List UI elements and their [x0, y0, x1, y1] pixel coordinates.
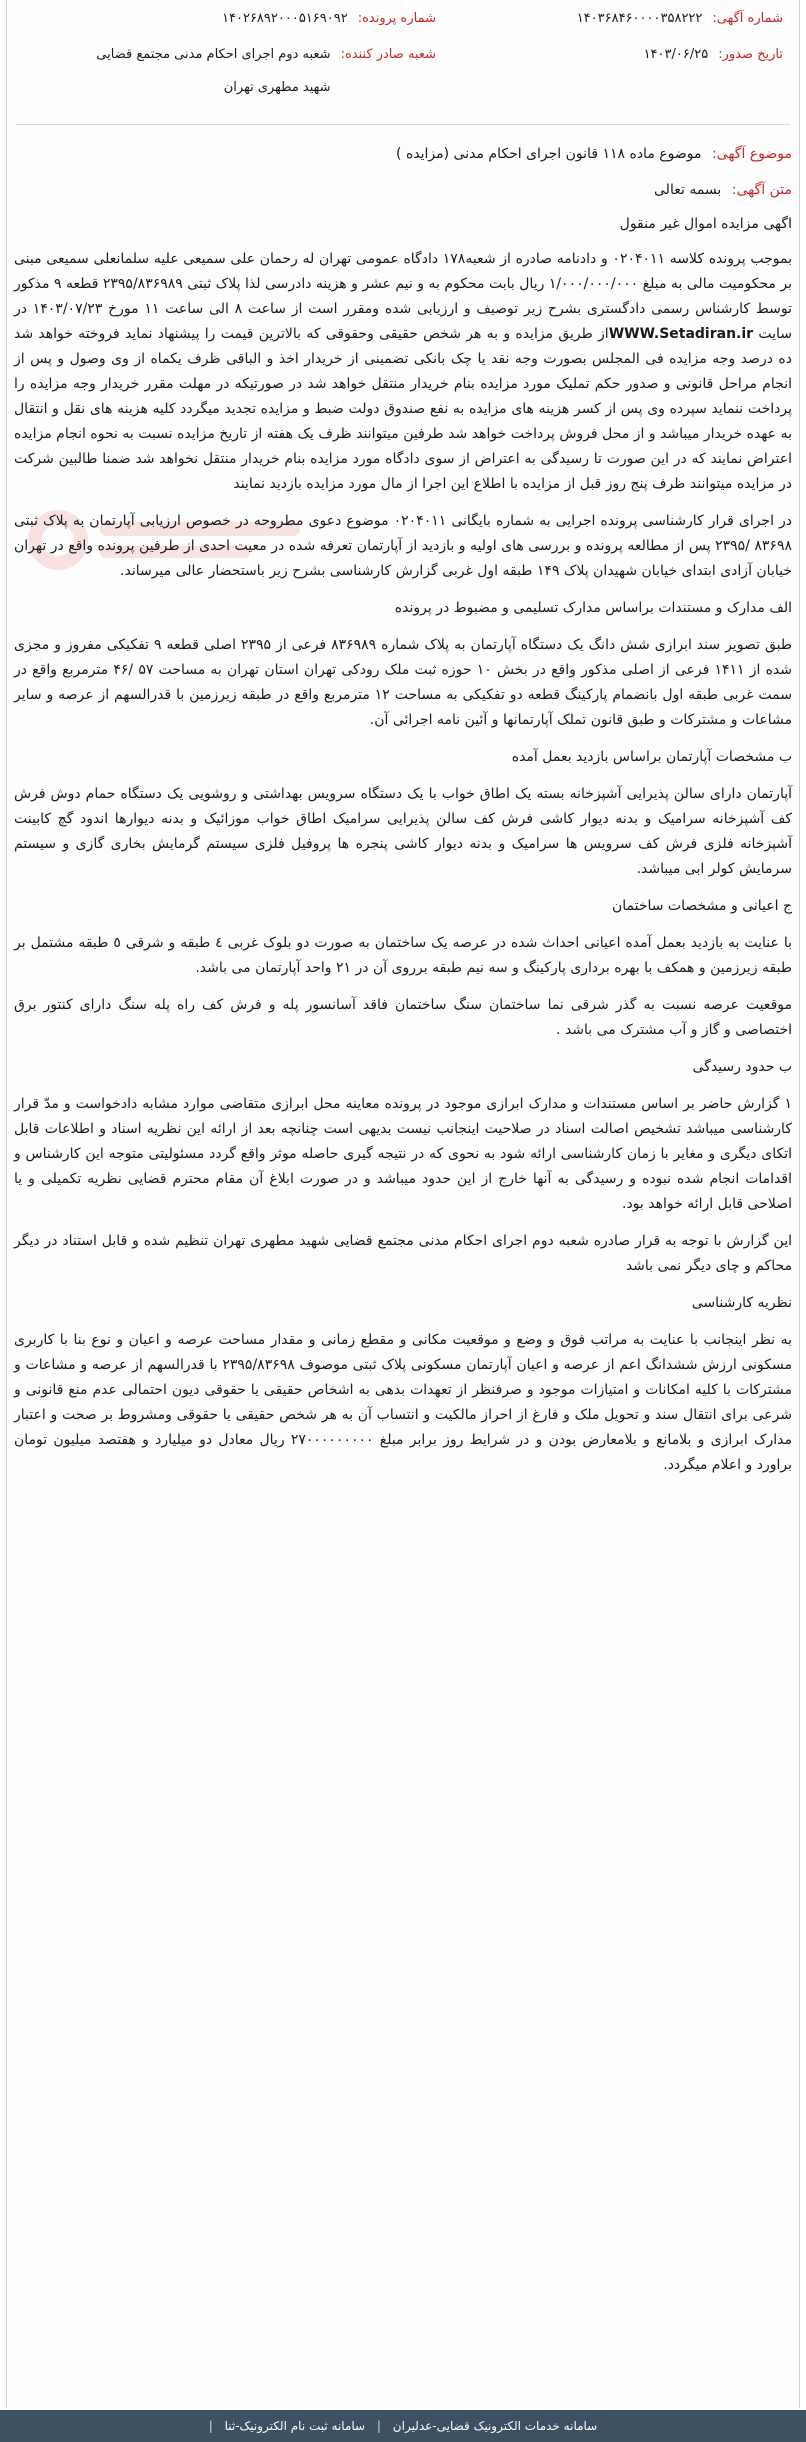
- footer-separator: |: [208, 2419, 213, 2433]
- paragraph-report-validity: این گزارش با توجه به قرار صادره شعبه دوم اجرای احکام مدنی مجتمع قضایی شهید مطهری تهران تنظیم شده و قابل استناد در دیگر محاکم و چای دیگر نمی باشد: [14, 1233, 792, 1274]
- paragraph-scope: ۱ گزارش حاضر بر اساس مستندات و مدارک ابرازی موجود در پرونده معاینه محل ابرازی متقاضی موارد مشابه دادخواست و مدّ قرار کارشناسی میباشد تشخیص اصالت اسناد در صلاحیت اینجانب نیست بدیهی است چنانچه بعد از ارائه این نظریه اسناد و اطلاعات قابل اتکای دیگری و مغایر با زمان کارشناسی ارائه شود به نحوی که در نتیجه گیری حاصله موثر واقع گردد مسئولیتی متوجه این کارشناس و اقدامات انجام شده نبوده و رسیدگی به آنها خارج از این حدود میباشد و در صورت ابلاغ آن مقام محترم قضایی نظریه تکمیلی و یا اصلاحی قابل ارائه خواهد بود.: [14, 1096, 792, 1212]
- paragraph-auction-terms-start: بموجب پرونده کلاسه ۰۲۰۴۰۱۱ و دادنامه صادره از شعبه۱۷۸ دادگاه عمومی تهران له رحمان علی سمیعی علیه سلمانعلی سمیعی مبنی بر محکومیت مالی به مبلغ ۱/۰۰۰/۰۰۰/۰۰۰ ریال بابت محکوم به و نیم عشر و هزینه دادرسی لذا پلاک ثبتی ۲۳۹۵/۸۳۶۹۸۹ قطعه ۹ مذکور توسط کارشناس رسمی دادگستری بشرح زیر توصیف و ارزیابی شده ومقرر است از ساعت ۸ الی ساعت ۱۱ مورخ ۱۴۰۳/۰۷/۲۳ در سایت: [14, 251, 792, 342]
- issuing-branch-label: شعبه صادر کننده:: [340, 47, 436, 62]
- paragraph-expert-intro: در اجرای قرار کارشناسی پرونده اجرایی به شماره بایگانی ۰۲۰۴۰۱۱ موضوع دعوی مطروحه در خصوص ارزیابی آپارتمان به پلاک ثبتی ۸۳۶۹۸ /۲۳۹۵ پس از مطالعه پرونده و بررسی های اولیه و بازدید از آپارتمان تعرفه شده در معیت احدی از طرفین پرونده واقع در تهران خیابان آزادی ابتدای خیابان شهیدان پلاک ۱۴۹ طبقه اول غربی گزارش کارشناسی بشرح زیر باستحضار عالی میرساند.: [14, 513, 793, 579]
- ad-number-row: [453, 2, 783, 38]
- paragraph-building-location: موقعیت عرصه نسبت به گذر شرقی نما ساختمان سنگ ساختمان فاقد آسانسور پله و فرش کف راه پله سنگ دارای کنتور برق اختصاصی و گاز و آب مشترک می باشد .: [14, 997, 792, 1038]
- ad-text-label: متن آگهی:: [731, 182, 792, 198]
- section-heading-scope: ب حدود رسیدگی: [692, 1059, 792, 1075]
- subject-value: موضوع ماده ۱۱۸ قانون اجرای احکام مدنی (مزایده ): [396, 146, 702, 162]
- case-number-row: [86, 2, 436, 38]
- section-heading-expert-opinion: نظریه کارشناسی: [691, 1295, 792, 1311]
- notice-title: اگهی مزایده اموال غیر منقول: [619, 216, 792, 232]
- paragraph-building: با عنایت به بازدید بعمل آمده اعیانی احداث شده در عرصه یک ساختمان به صورت دو بلوک غربی ٤ طبقه و شرقی ٥ طبقه مشتمل بر طبقه زیرزمین و همکف با بهره برداری پارکینگ و سه نیم طبقه برروی آن در ۲۱ واحد آپارتمان می باشد.: [14, 935, 792, 976]
- section-heading-apartment-specs: ب مشخصات آپارتمان براساس بازدید بعمل آمده: [511, 749, 792, 765]
- paragraph-expert-opinion: به نظر اینجانب با عنایت به مراتب فوق و وضع و موقعیت مکانی و مقطع زمانی و مقدار مساحت عرصه و اعیان و نوع بنا با کاربری مسکونی ارزش ششدانگ اعم از عرصه و اعیان آپارتمان مسکونی پلاک ثبتی موصوف ۲۳۹۵/۸۳۶۹۸ با قدرالسهم از عرصه و مشاعات و مشترکات با کلیه امکانات و امتیازات موجود و صرفنظر از تعهدات بدهی به اشخاص حقیقی یا حقوقی دیون احتمالی عدم منع قانونی و شرعی برای انتقال سند و تحویل ملک و فارغ از احراز مالکیت و انتساب آن به هر شخص حقیقی یا حقوقی ومشروط بر صحت و اعتبار مدارک ابرازی و بلامانع و بلامعارض بودن و در شرایط روز برابر مبلغ ۲۷۰۰۰۰۰۰۰۰۰ ریال معادل دو میلیارد و هفتصد میلیون تومان براورد و اعلام میگردد.: [14, 1332, 792, 1473]
- paragraph-documents: طبق تصویر سند ابرازی شش دانگ یک دستگاه آپارتمان به پلاک شماره ۸۳۶۹۸۹ فرعی از ۲۳۹۵ اصلی قطعه ۹ تفکیکی مفروز و مجزی شده از ۱۴۱۱ فرعی از اصلی مذکور واقع در بخش ۱۰ حوزه ثبت ملک رودکی تهران استان تهران به مساحت ۵۷ /۴۶ مترمربع واقع در سمت غربی طبقه اول بانضمام پارکینگ قطعه دو تفکیکی به مساحت ۱۲ مترمربع واقع در طبقه زیرزمین با قدرالسهم از عرصه و سایر مشاعات و مشترکات و طبق قانون تملک آپارتمانها و آئین نامه اجرائی آن.: [14, 637, 793, 728]
- footer-link-sana-registration[interactable]: سامانه ثبت نام الکترونیک-ثنا: [224, 2419, 366, 2433]
- case-number-value: ۱۴۰۲۶۸۹۲۰۰۰۵۱۶۹۰۹۲: [222, 11, 348, 26]
- header-right-column: [453, 2, 783, 74]
- paragraph-auction-terms: [14, 247, 792, 497]
- issuing-branch-value: شعبه دوم اجرای احکام مدنی مجتمع قضایی شهید مطهری تهران: [96, 47, 331, 95]
- footer-link-judicial-services[interactable]: سامانه خدمات الکترونیک قضایی-عدلیران: [392, 2419, 598, 2433]
- section-heading-building: ج اعیانی و مشخصات ساختمان: [611, 898, 792, 914]
- footer-bar: [0, 2410, 806, 2442]
- subject-row: [14, 140, 792, 168]
- ad-text-row: [14, 176, 792, 204]
- section-heading-documents: الف مدارک و مستندات براساس مدارک تسلیمی و مضبوط در پرونده: [394, 600, 792, 616]
- footer-separator: |: [376, 2419, 381, 2433]
- paragraph-auction-terms-end: از طریق مزایده و به هر شخص حقیقی وحقوقی که بالاترین قیمت را پیشنهاد نماید فروخته خواهد شد ده درصد وجه مزایده فی المجلس بصورت وجه نقد یا چک بانکی تضمینی از خریدار اخذ و الباقی ظرف یکماه از وی وصول و پس از انجام مراحل قانونی و صدور حکم تملیک مورد مزایده بنام خریدار منتقل خواهد شد در صورتیکه در مهلت مقرر خریدار وجه مزایده را پرداخت ننماید سپرده وی پس از کسر هزینه های مزایده به نفع صندوق دولت ضبط و مزایده تجدید میگردد کلیه هزینه های نقل و انتقال به عهده خریدار میباشد و از محل فروش پرداخت خواهد شد طرفین میتوانند ظرف یک هفته از تاریخ مزایده نسبت به نحوه انجام مزایده اعتراض نمایند که در این صورت تا رسیدگی به اعتراض از سوی دادگاه مورد مزایده بنام خریدار منتقل نخواهد شد ضمنا طالبین شرکت در مزایده میتوانند ظرف پنج روز قبل از مزایده با اطلاع این اجرا از مال مورد مزایده بازدید نمایند: [14, 326, 792, 492]
- auction-site-text: WWW.Setadiran.ir: [608, 326, 754, 342]
- issue-date-label: تاریخ صدور:: [718, 47, 783, 62]
- ad-number-label: شماره آگهی:: [712, 11, 783, 26]
- issuing-branch-row: [86, 38, 436, 104]
- ad-number-value: ۱۴۰۳۶۸۴۶۰۰۰۰۳۵۸۲۲۲: [576, 11, 703, 26]
- subject-label: موضوع آگهی:: [711, 146, 792, 162]
- header-divider: [16, 124, 790, 125]
- notice-content: [14, 140, 792, 1490]
- issue-date-value: ۱۴۰۳/۰۶/۲۵: [643, 47, 709, 62]
- ad-text-value: بسمه تعالی: [654, 182, 722, 198]
- header-left-column: [86, 2, 436, 104]
- paragraph-apartment-specs: آپارتمان دارای سالن پذیرایی آشپزخانه بسته یک اطاق خواب با یک دستگاه سرویس بهداشتی و روشویی یک دستگاه حمام دوش فرش کف آشپزخانه سرامیک و بدنه دیوار کاشی فرش کف سالن پذیرایی سرامیک اطاق خواب موزائیک و بدنه دیوارها اندود گچ کابینت آشپزخانه فلزی فرش کف سرویس ها سرامیک و بدنه دیوار کاشی پنجره ها پروفیل فلزی سیستم گرمایش بخاری گازی و سیستم سرمایش کولر ابی میباشد.: [14, 786, 792, 877]
- issue-date-row: [453, 38, 783, 74]
- case-number-label: شماره پرونده:: [357, 11, 436, 26]
